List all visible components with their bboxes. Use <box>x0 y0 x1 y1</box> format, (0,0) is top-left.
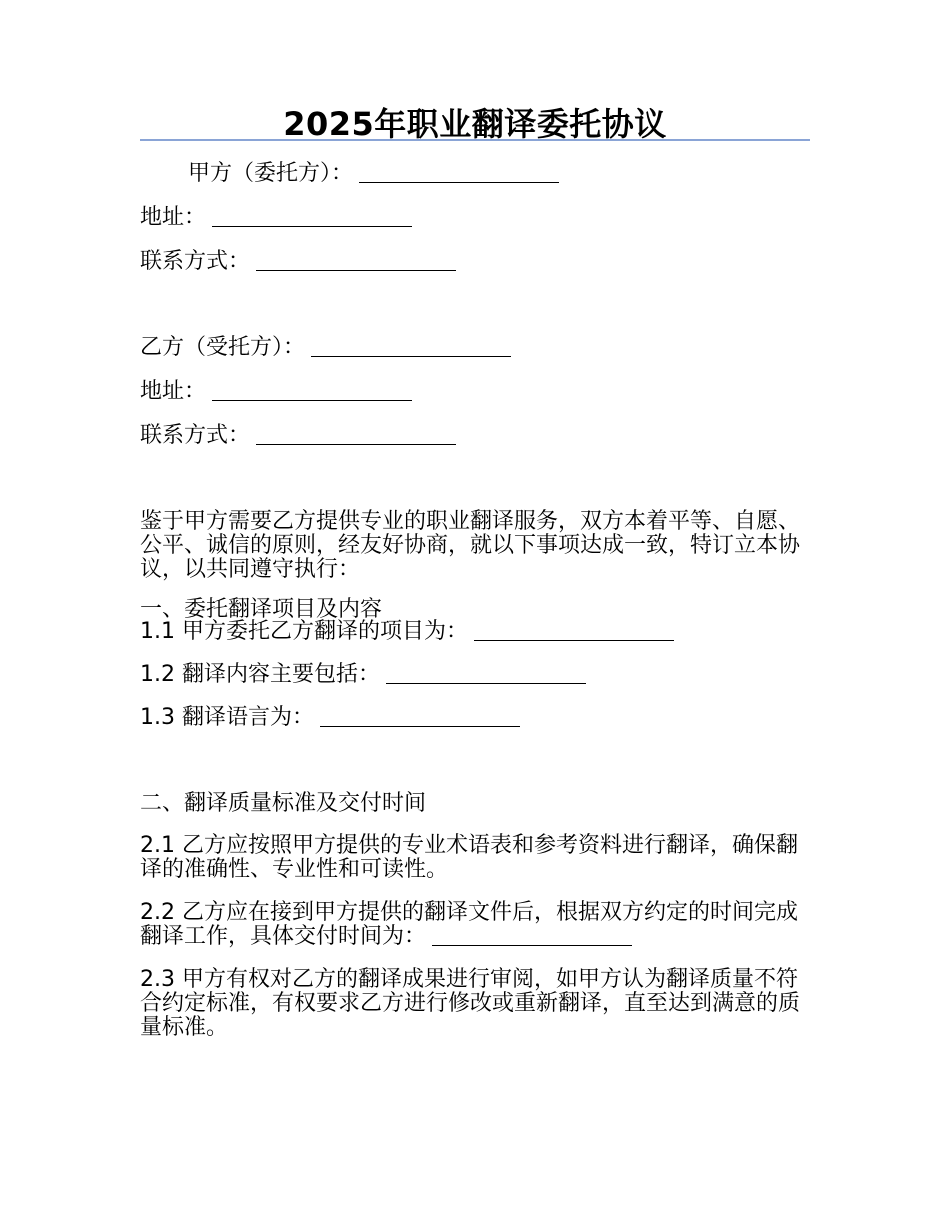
section2-heading: 二、翻译质量标准及交付时间 <box>140 791 427 816</box>
section1-item3-text: 1.3 翻译语言为： <box>140 705 314 730</box>
section1-item3-line <box>140 704 820 732</box>
party-a-address-line <box>140 204 820 232</box>
preamble-paragraph: 鉴于甲方需要乙方提供专业的职业翻译服务，双方本着平等、自愿、公平、诚信的原则，经友好协商，就以下事项达成一致，特订立本协议，以共同遵守执行： <box>140 509 801 582</box>
party-a-contact-blank[interactable] <box>256 250 456 271</box>
party-a-address-label: 地址： <box>140 205 207 230</box>
party-b-contact-line <box>140 422 820 450</box>
section1-item3-blank[interactable] <box>320 706 520 727</box>
party-b-contact-blank[interactable] <box>256 424 456 445</box>
section1-item2-line <box>140 661 820 689</box>
section2-item2-text: 2.2 乙方应在接到甲方提供的翻译文件后，根据双方约定的时间完成翻译工作，具体交付时间为： <box>140 900 798 949</box>
document-title: 2025年职业翻译委托协议 <box>283 105 667 143</box>
party-a-address-blank[interactable] <box>212 206 412 227</box>
party-b-contact-label: 联系方式： <box>140 423 251 448</box>
party-a-blank[interactable] <box>359 162 559 183</box>
section2-item2-blank[interactable] <box>432 925 632 946</box>
section1-item2-text: 1.2 翻译内容主要包括： <box>140 662 380 687</box>
party-b-blank[interactable] <box>311 336 511 357</box>
party-b-address-label: 地址： <box>140 379 207 404</box>
section1-item2-blank[interactable] <box>386 663 586 684</box>
section1-item1-line <box>140 618 820 646</box>
party-b-address-blank[interactable] <box>212 380 412 401</box>
title-underline <box>140 139 810 141</box>
party-a-line <box>188 160 868 188</box>
party-b-label: 乙方（受托方）： <box>140 335 306 360</box>
party-a-contact-line <box>140 248 820 276</box>
party-b-line <box>140 334 820 362</box>
party-a-contact-label: 联系方式： <box>140 249 251 274</box>
section2-item3-paragraph: 2.3 甲方有权对乙方的翻译成果进行审阅，如甲方认为翻译质量不符合约定标准，有权要求乙方进行修改或重新翻译，直至达到满意的质量标准。 <box>140 967 801 1040</box>
party-b-address-line <box>140 378 820 406</box>
section1-heading: 一、委托翻译项目及内容 <box>140 597 383 622</box>
section1-item1-text: 1.1 甲方委托乙方翻译的项目为： <box>140 619 468 644</box>
section2-item1-paragraph: 2.1 乙方应按照甲方提供的专业术语表和参考资料进行翻译，确保翻译的准确性、专业性和可读性。 <box>140 833 798 882</box>
section1-item1-blank[interactable] <box>474 620 674 641</box>
section2-item2-paragraph <box>140 901 812 949</box>
party-a-label: 甲方（委托方）： <box>188 161 354 186</box>
